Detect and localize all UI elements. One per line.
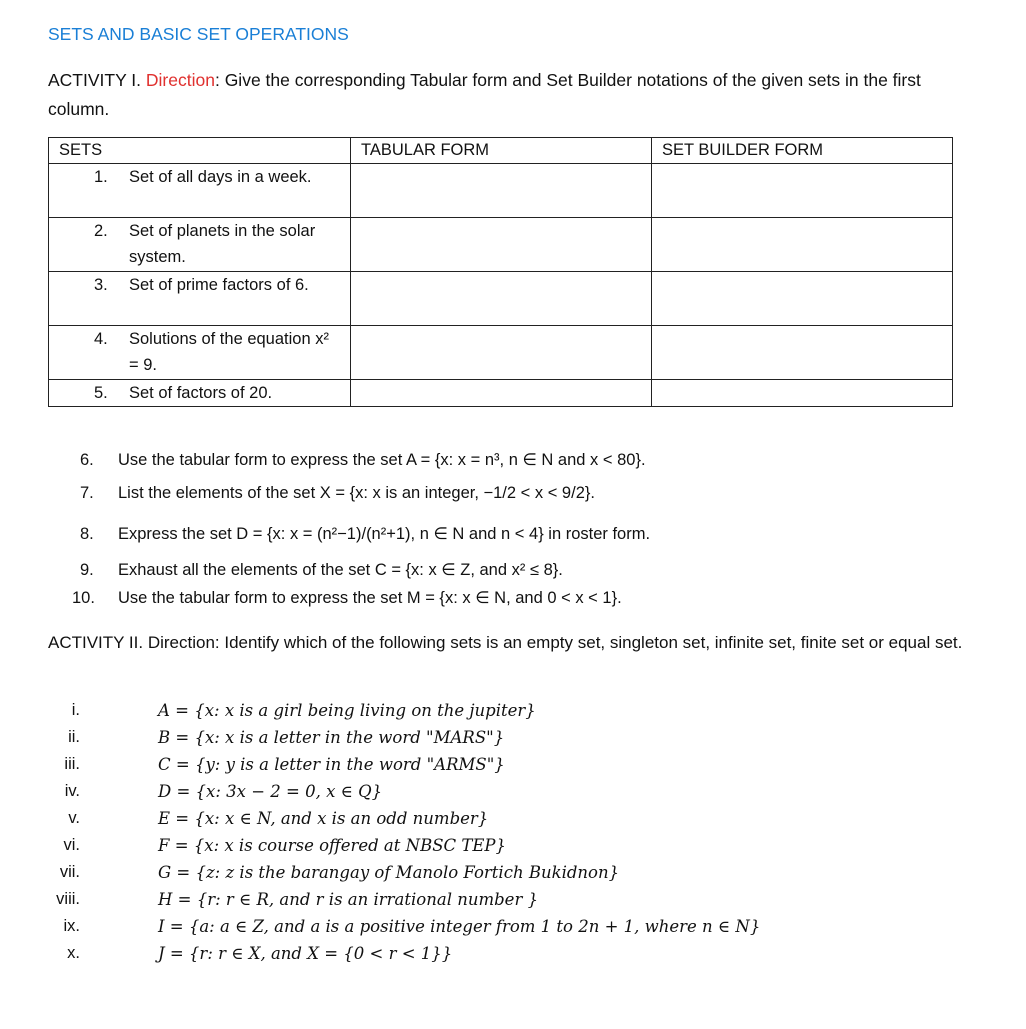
row-number: 1. [94,168,108,186]
tabular-cell[interactable] [351,164,652,218]
item-number: 6. [80,451,94,469]
set-builder-cell[interactable] [652,164,953,218]
row-number: 5. [94,384,108,402]
item-text: G = {z: z is the barangay of Manolo Fortich Bukidnon} [158,863,620,882]
row-number: 4. [94,330,108,348]
row-set-text: Set of all days in a week. [129,168,312,186]
row-set-text: Set of factors of 20. [129,384,273,402]
item-number: i. [71,701,80,719]
page-title: SETS AND BASIC SET OPERATIONS [48,24,349,44]
set-builder-cell[interactable] [652,272,953,326]
header-sets: SETS [49,138,351,164]
item-text: B = {x: x is a letter in the word "MARS"} [158,728,505,747]
row-number: 3. [94,276,108,294]
item-number: 7. [80,484,94,502]
row-set-text: Solutions of the equation x² = 9. [129,330,329,374]
item-text: Express the set D = {x: x = (n²−1)/(n²+1), n ∈ N and n < 4} in roster form. [118,525,651,543]
table-row [49,272,953,326]
item-text: I = {a: a ∈ Z, and a is a positive integer from 1 to 2n + 1, where n ∈ N} [158,917,761,936]
header-set-builder-form: SET BUILDER FORM [652,138,953,164]
item-number: vi. [63,836,80,854]
item-number: ii. [68,728,80,746]
tabular-cell[interactable] [351,272,652,326]
sets-table [48,137,953,407]
table-row [49,326,953,380]
table-row [49,218,953,272]
activity1-direction-text: : Give the corresponding Tabular form and Set Builder notations of the given sets in the first column. [48,70,921,119]
item-text: D = {x: 3x − 2 = 0, x ∈ Q} [158,782,383,801]
list-item [80,560,563,580]
item-text: E = {x: x ∈ N, and x is an odd number} [158,809,489,828]
row-set-text: Set of planets in the solar system. [129,222,316,266]
item-number: iv. [64,782,80,800]
set-builder-cell[interactable] [652,326,953,380]
activity2-direction: ACTIVITY II. Direction: Identify which of the following sets is an empty set, singleton set, infinite set, finite set or equal set. [48,633,963,652]
item-text: Use the tabular form to express the set M = {x: x ∈ N, and 0 < x < 1}. [118,589,622,607]
item-number: 10. [72,589,95,607]
item-text: F = {x: x is course offered at NBSC TEP} [158,836,507,855]
list-item [72,588,622,608]
list-item [80,484,595,503]
list-item [80,450,646,470]
item-number: v. [68,809,80,827]
table-row [49,380,953,407]
item-text: Use the tabular form to express the set A = {x: x = n³, n ∈ N and x < 80}. [118,451,646,469]
item-text: H = {r: r ∈ R, and r is an irrational number } [158,890,539,909]
item-number: 9. [80,561,94,579]
item-text: C = {y: y is a letter in the word "ARMS"} [158,755,505,774]
item-number: viii. [56,890,80,908]
item-number: x. [67,944,80,962]
direction-word: Direction [145,70,215,90]
row-number: 2. [94,222,108,240]
set-builder-cell[interactable] [652,380,953,407]
item-number: iii. [64,755,80,773]
header-tabular-form: TABULAR FORM [351,138,652,164]
activity1-direction [48,66,978,124]
item-text: A = {x: x is a girl being living on the jupiter} [158,701,536,720]
table-row [49,164,953,218]
list-item [80,524,650,544]
row-set-text: Set of prime factors of 6. [129,276,309,294]
set-builder-cell[interactable] [652,218,953,272]
tabular-cell[interactable] [351,380,652,407]
item-text: Exhaust all the elements of the set C = {x: x ∈ Z, and x² ≤ 8}. [118,561,563,579]
item-text: J = {r: r ∈ X, and X = {0 < r < 1}} [158,944,453,963]
table-header-row [49,138,953,164]
item-number: 8. [80,525,94,543]
activity1-label: ACTIVITY I. [48,70,142,90]
item-text: List the elements of the set X = {x: x is an integer, −1/2 < x < 9/2}. [118,484,595,502]
item-number: vii. [59,863,80,881]
item-number: ix. [63,917,80,935]
tabular-cell[interactable] [351,326,652,380]
tabular-cell[interactable] [351,218,652,272]
